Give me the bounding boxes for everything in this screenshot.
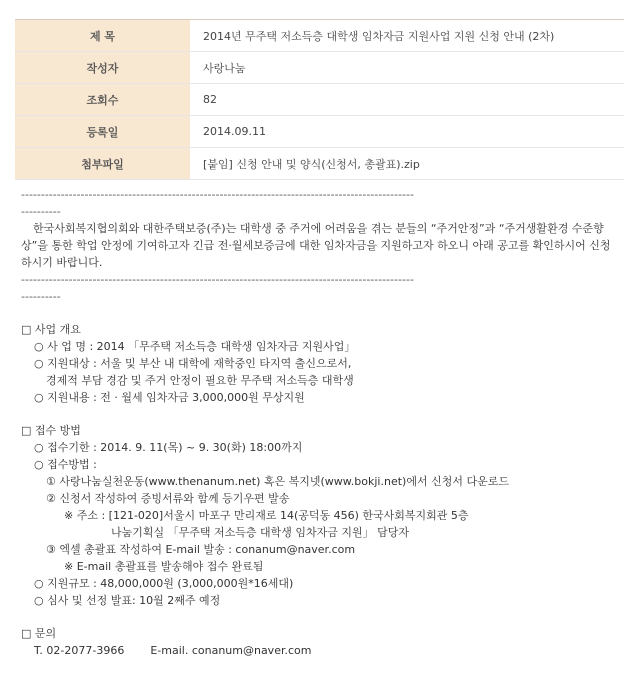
overview-item: ○ 지원대상 : 서울 및 부산 내 대학에 재학중인 타지역 출신으로서,	[34, 357, 352, 370]
post-author: 사랑나눔	[190, 52, 624, 84]
application-item: ○ 접수방법 :	[34, 458, 97, 471]
meta-row-author	[15, 52, 624, 84]
divider-tail: ----------	[21, 290, 61, 303]
attachment-link[interactable]: [붙임] 신청 안내 및 양식(신청서, 총괄표).zip	[190, 148, 624, 180]
overview-item-cont: 경제적 부담 경감 및 주거 안정이 필요한 무주택 저소득층 대학생	[46, 374, 354, 387]
section-contact	[21, 625, 621, 659]
post-date: 2014.09.11	[190, 116, 624, 148]
meta-label: 작성자	[15, 52, 190, 84]
application-note: ※ E-mail 총괄표를 발송해야 접수 완료됨	[64, 560, 264, 573]
meta-label: 등록일	[15, 116, 190, 148]
contact-line	[21, 642, 621, 659]
application-step: ② 신청서 작성하여 증빙서류와 함께 등기우편 발송	[46, 492, 290, 505]
application-step: ① 사랑나눔실천운동(www.thenanum.net) 혹은 복지넷(www.bokji.net)에서 신청서 다운로드	[46, 475, 509, 488]
contact-phone: T. 02-2077-3966	[34, 644, 125, 657]
meta-label: 첨부파일	[15, 148, 190, 180]
intro-paragraph	[21, 220, 621, 271]
section-title: □ 사업 개요	[21, 323, 81, 336]
application-step: ③ 엑셀 총괄표 작성하여 E-mail 발송 : conanum@naver.com	[46, 543, 356, 556]
application-item: ○ 지원규모 : 48,000,000원 (3,000,000원*16세대)	[34, 577, 294, 590]
divider-line: ---------------------------------------------------------------------------------------------------	[21, 188, 414, 201]
meta-row-date	[15, 116, 624, 148]
divider-tail: ----------	[21, 205, 61, 218]
section-overview	[21, 321, 621, 406]
overview-item: ○ 사 업 명 : 2014 「무주택 저소득층 대학생 임차자금 지원사업」	[34, 340, 356, 353]
post-views: 82	[190, 84, 624, 116]
application-note-cont: 나눔기획실 「무주택 저소득층 대학생 임차자금 지원」 담당자	[111, 526, 410, 539]
overview-item: ○ 지원내용 : 전 · 월세 임차자금 3,000,000원 무상지원	[34, 391, 305, 404]
meta-row-attachment	[15, 148, 624, 180]
section-title: □ 접수 방법	[21, 424, 81, 437]
meta-row-views	[15, 84, 624, 116]
intro-text: 한국사회복지협의회와 대한주택보증(주)는 대학생 중 주거에 어려움을 겪는 분들의 “주거안정”과 “주거생활환경 수준향상”을 통한 학업 안정에 기여하고자 긴급 전·월세보증금에 대한 임차자금을 지원하고자 하오니 아래 공고를 확인하시어 신청하시기 바랍니다.	[21, 222, 611, 269]
section-title: □ 문의	[21, 627, 57, 640]
application-item: ○ 심사 및 선정 발표: 10월 2째주 예정	[34, 594, 221, 607]
post-body	[21, 186, 621, 659]
post-meta-table	[15, 19, 624, 180]
meta-label: 조회수	[15, 84, 190, 116]
application-item: ○ 접수기한 : 2014. 9. 11(목) ~ 9. 30(화) 18:00까지	[34, 441, 303, 454]
divider-line: ---------------------------------------------------------------------------------------------------	[21, 273, 414, 286]
contact-email[interactable]: E-mail. conanum@naver.com	[150, 644, 312, 657]
application-note: ※ 주소 : [121-020]서울시 마포구 만리재로 14(공덕동 456) 한국사회복지회관 5층	[64, 509, 469, 522]
meta-label: 제 목	[15, 20, 190, 52]
post-title: 2014년 무주택 저소득층 대학생 임차자금 지원사업 지원 신청 안내 (2차)	[190, 20, 624, 52]
meta-row-title	[15, 20, 624, 52]
section-application	[21, 422, 621, 609]
